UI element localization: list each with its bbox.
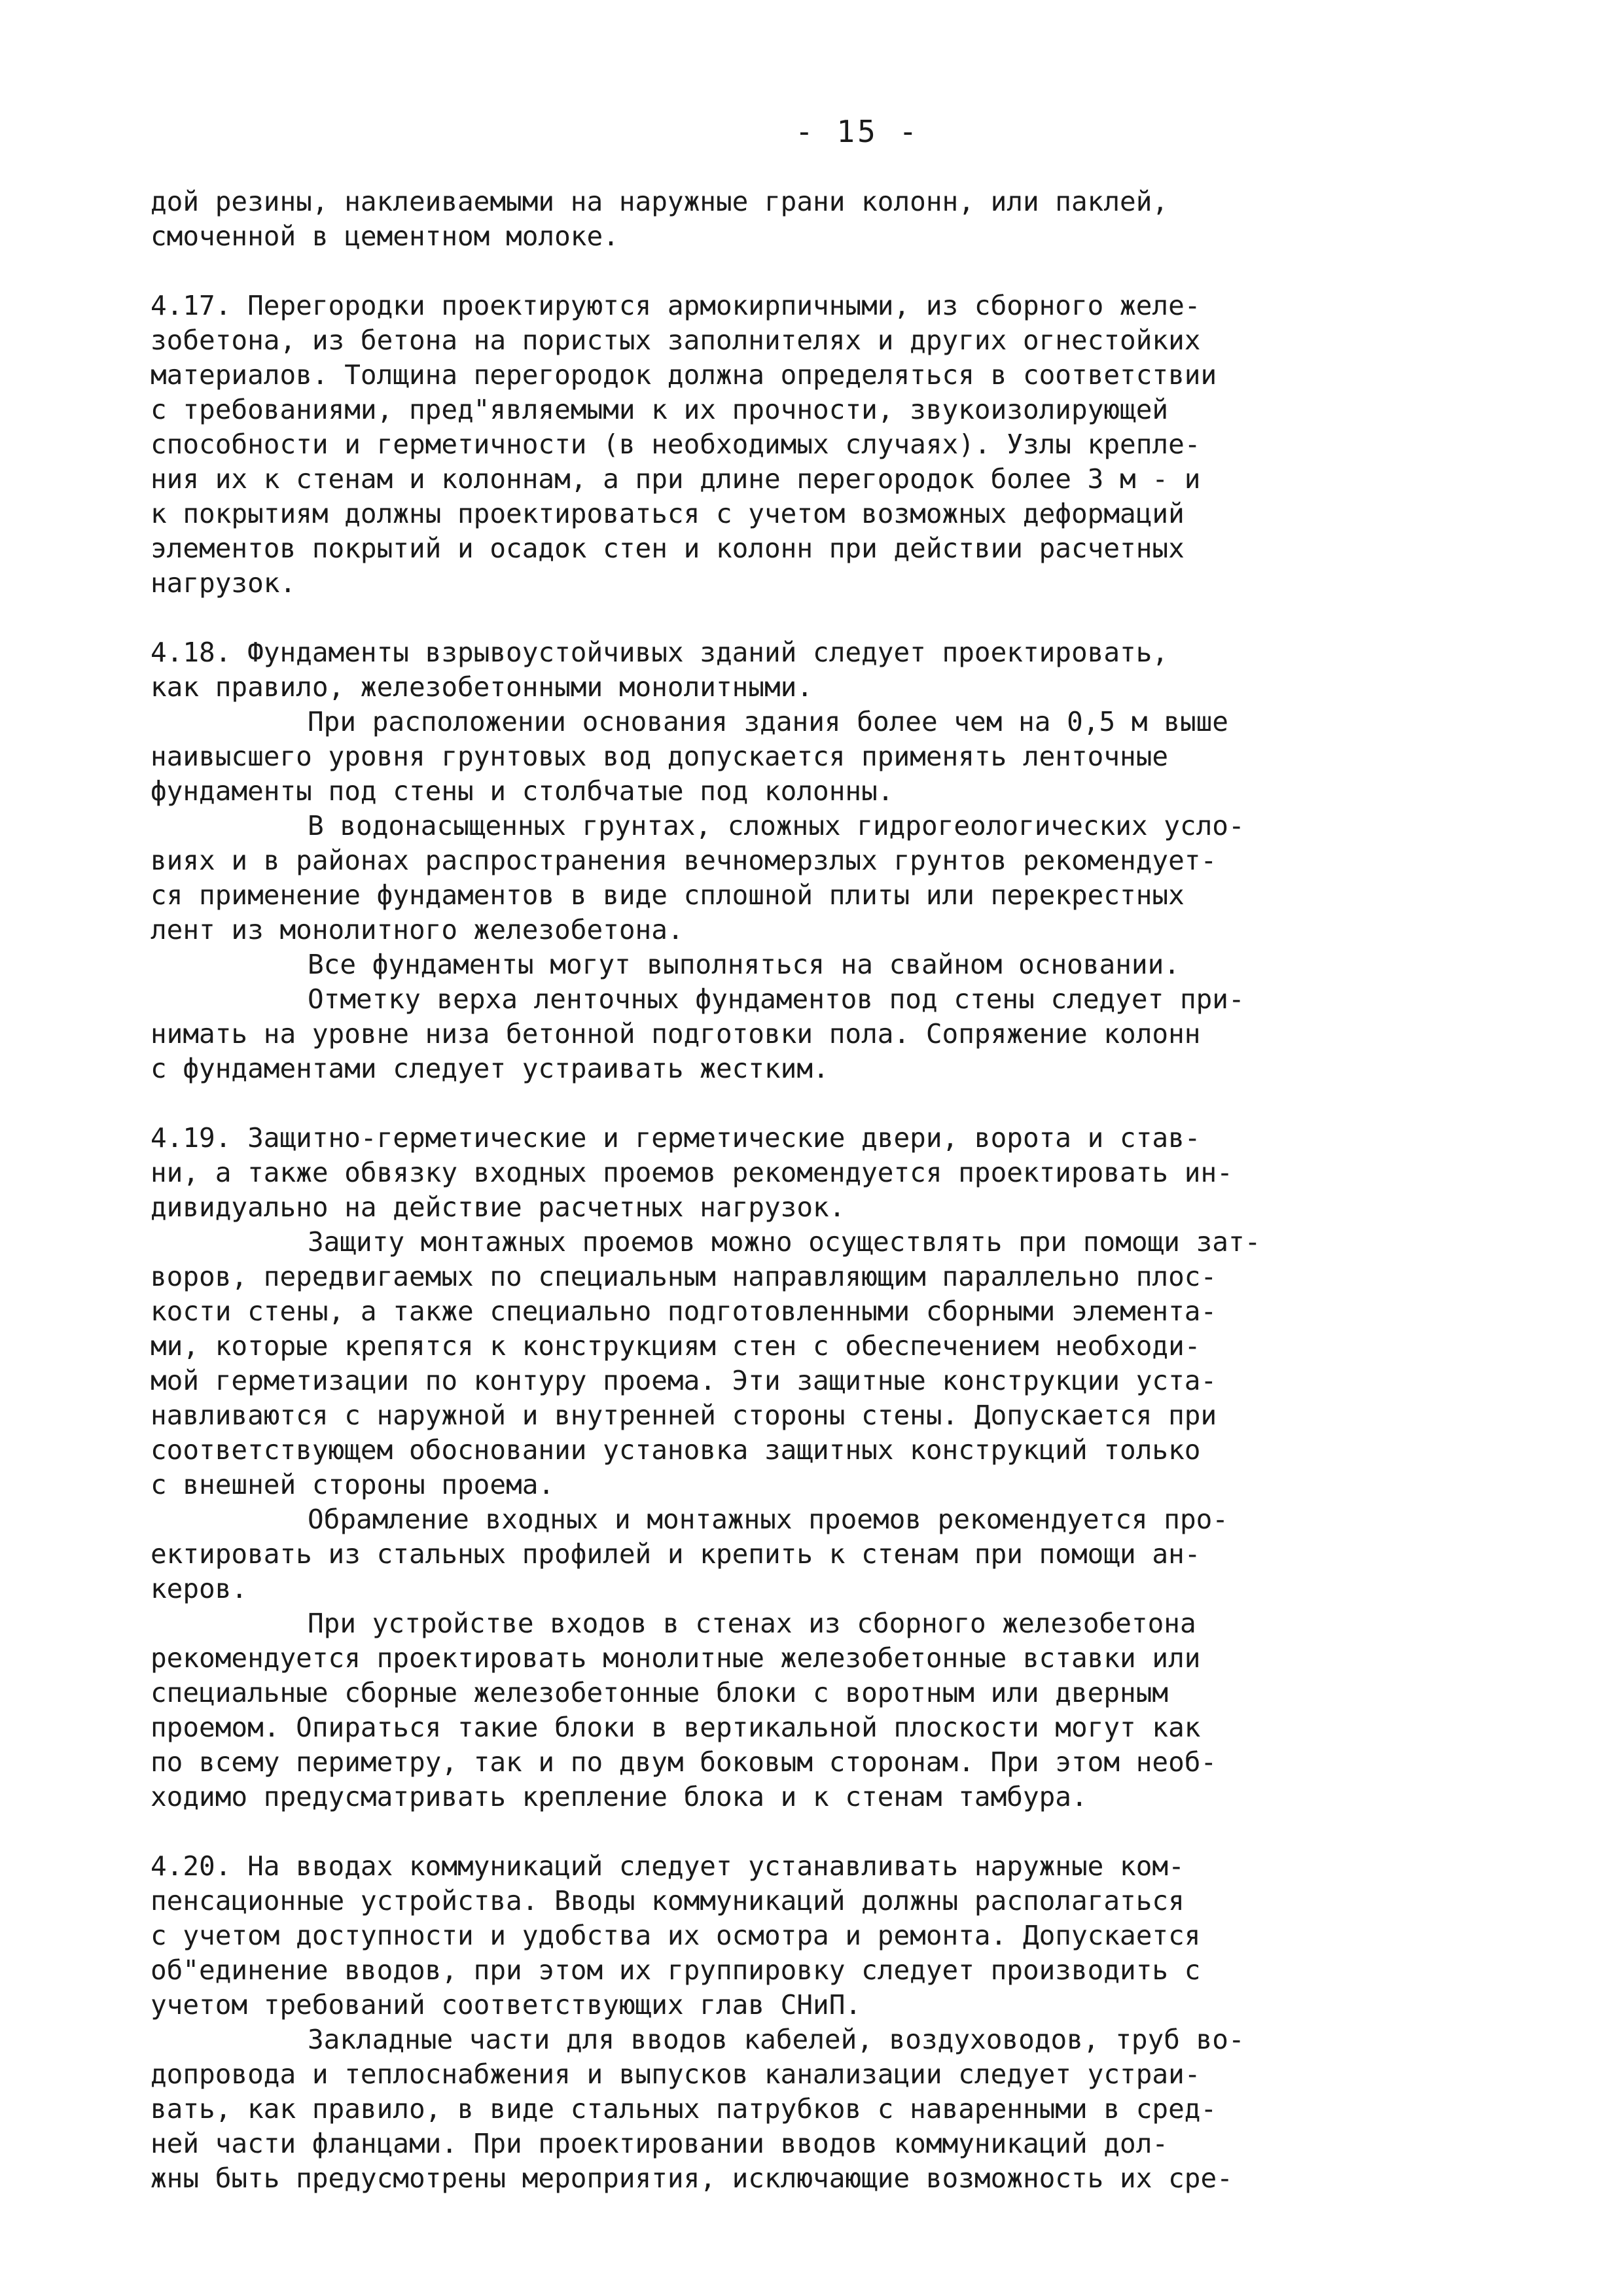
text-line: смоченной в цементном молоке. [151,221,619,252]
text-line: дивидуально на действие расчетных нагрузок. [151,1192,846,1223]
text-line: воров, передвигаемых по специальным направляющим параллельно плос- [151,1261,1217,1292]
text-line: ходимо предусматривать крепление блока и к стенам тамбура. [151,1781,1088,1812]
text-line: нагрузок. [151,567,296,599]
text-block [151,185,1512,254]
text-line: зобетона, из бетона на пористых заполнителях и других огнестойких [151,325,1201,356]
text-line: материалов. Толщина перегородок должна определяться в соответствии [151,359,1217,391]
text-line: как правило, железобетонными монолитными. [151,671,813,703]
text-line: об"единение вводов, при этом их группировку следует производить с [151,1954,1201,1986]
paragraph-gap [151,1814,1512,1849]
text-line: лент из монолитного железобетона. [151,914,684,945]
text-line: мой герметизации по контуру проема. Эти защитные конструкции уста- [151,1365,1217,1396]
paragraph-gap [151,254,1512,289]
text-block [151,1849,1512,2196]
text-line: к покрытиям должны проектироваться с учетом возможных деформаций [151,498,1185,529]
text-line: допровода и теплоснабжения и выпусков канализации следует устраи- [151,2058,1201,2090]
text-line: рекомендуется проектировать монолитные железобетонные вставки или [151,1642,1201,1674]
text-line: Обрамление входных и монтажных проемов рекомендуется про- [308,1504,1228,1535]
text-line: 4.18. Фундаменты взрывоустойчивых зданий следует проектировать, [151,637,1169,668]
text-line: нимать на уровне низа бетонной подготовки пола. Сопряжение колонн [151,1018,1201,1050]
text-line: способности и герметичности (в необходимых случаях). Узлы крепле- [151,429,1201,460]
paragraph-gap [151,1086,1512,1121]
text-line: с внешней стороны проема. [151,1469,555,1500]
text-line: ни, а также обвязку входных проемов рекомендуется проектировать ин- [151,1157,1233,1188]
text-block [151,635,1512,1086]
text-line: При расположении основания здания более чем на 0,5 м выше [308,706,1228,737]
text-line: с фундаментами следует устраивать жестким. [151,1053,829,1084]
text-line: ся применение фундаментов в виде сплошной плиты или перекрестных [151,879,1185,911]
text-line: дой резины, наклеиваемыми на наружные грани колонн, или паклей, [151,186,1169,217]
page-number: - 15 - [795,114,920,149]
text-line: Закладные части для вводов кабелей, воздуховодов, труб во- [308,2024,1245,2055]
text-line: навливаются с наружной и внутренней стороны стены. Допускается при [151,1400,1217,1431]
text-line: 4.20. На вводах коммуникаций следует устанавливать наружные ком- [151,1850,1185,1882]
document-body [151,185,1512,2196]
text-line: виях и в районах распространения вечномерзлых грунтов рекомендует- [151,845,1217,876]
text-line: пенсационные устройства. Вводы коммуникаций должны располагаться [151,1885,1185,1916]
text-line: жны быть предусмотрены мероприятия, исключающие возможность их сре- [151,2163,1233,2194]
text-line: по всему периметру, так и по двум боковым сторонам. При этом необ- [151,1746,1217,1778]
text-line: специальные сборные железобетонные блоки с воротным или дверным [151,1677,1169,1708]
text-line: соответствующем обосновании установка защитных конструкций только [151,1434,1201,1466]
text-line: проемом. Опираться такие блоки в вертикальной плоскости могут как [151,1712,1201,1743]
text-line: с требованиями, пред"являемыми к их прочности, звукоизолирующей [151,394,1169,425]
text-line: учетом требований соответствующих глав СНиП. [151,1989,862,2021]
text-line: Защиту монтажных проемов можно осуществлять при помощи зат- [308,1226,1261,1258]
text-line: ектировать из стальных профилей и крепить к стенам при помощи ан- [151,1538,1201,1570]
text-line: Отметку верха ленточных фундаментов под стены следует при- [308,983,1245,1015]
text-line: 4.19. Защитно-герметические и герметические двери, ворота и став- [151,1122,1201,1154]
text-line: ния их к стенам и колоннам, а при длине перегородок более 3 м - и [151,463,1201,495]
text-line: В водонасыщенных грунтах, сложных гидрогеологических усло- [308,810,1245,841]
text-line: При устройстве входов в стенах из сборного железобетона [308,1608,1196,1639]
text-line: вать, как правило, в виде стальных патрубков с наваренными в сред- [151,2093,1217,2125]
text-block [151,1121,1512,1814]
text-line: 4.17. Перегородки проектируются армокирпичными, из сборного желе- [151,290,1201,321]
text-block [151,289,1512,601]
paragraph-gap [151,601,1512,635]
text-line: элементов покрытий и осадок стен и колонн при действии расчетных [151,533,1185,564]
text-line: Все фундаменты могут выполняться на свайном основании. [308,949,1180,980]
text-line: фундаменты под стены и столбчатые под колонны. [151,775,894,807]
text-line: с учетом доступности и удобства их осмотра и ремонта. Допускается [151,1920,1201,1951]
text-line: ней части фланцами. При проектировании вводов коммуникаций дол- [151,2128,1169,2159]
text-line: кости стены, а также специально подготовленными сборными элемента- [151,1296,1217,1327]
text-line: наивысшего уровня грунтовых вод допускается применять ленточные [151,741,1169,772]
text-line: ми, которые крепятся к конструкциям стен с обеспечением необходи- [151,1330,1201,1362]
text-line: керов. [151,1573,248,1604]
